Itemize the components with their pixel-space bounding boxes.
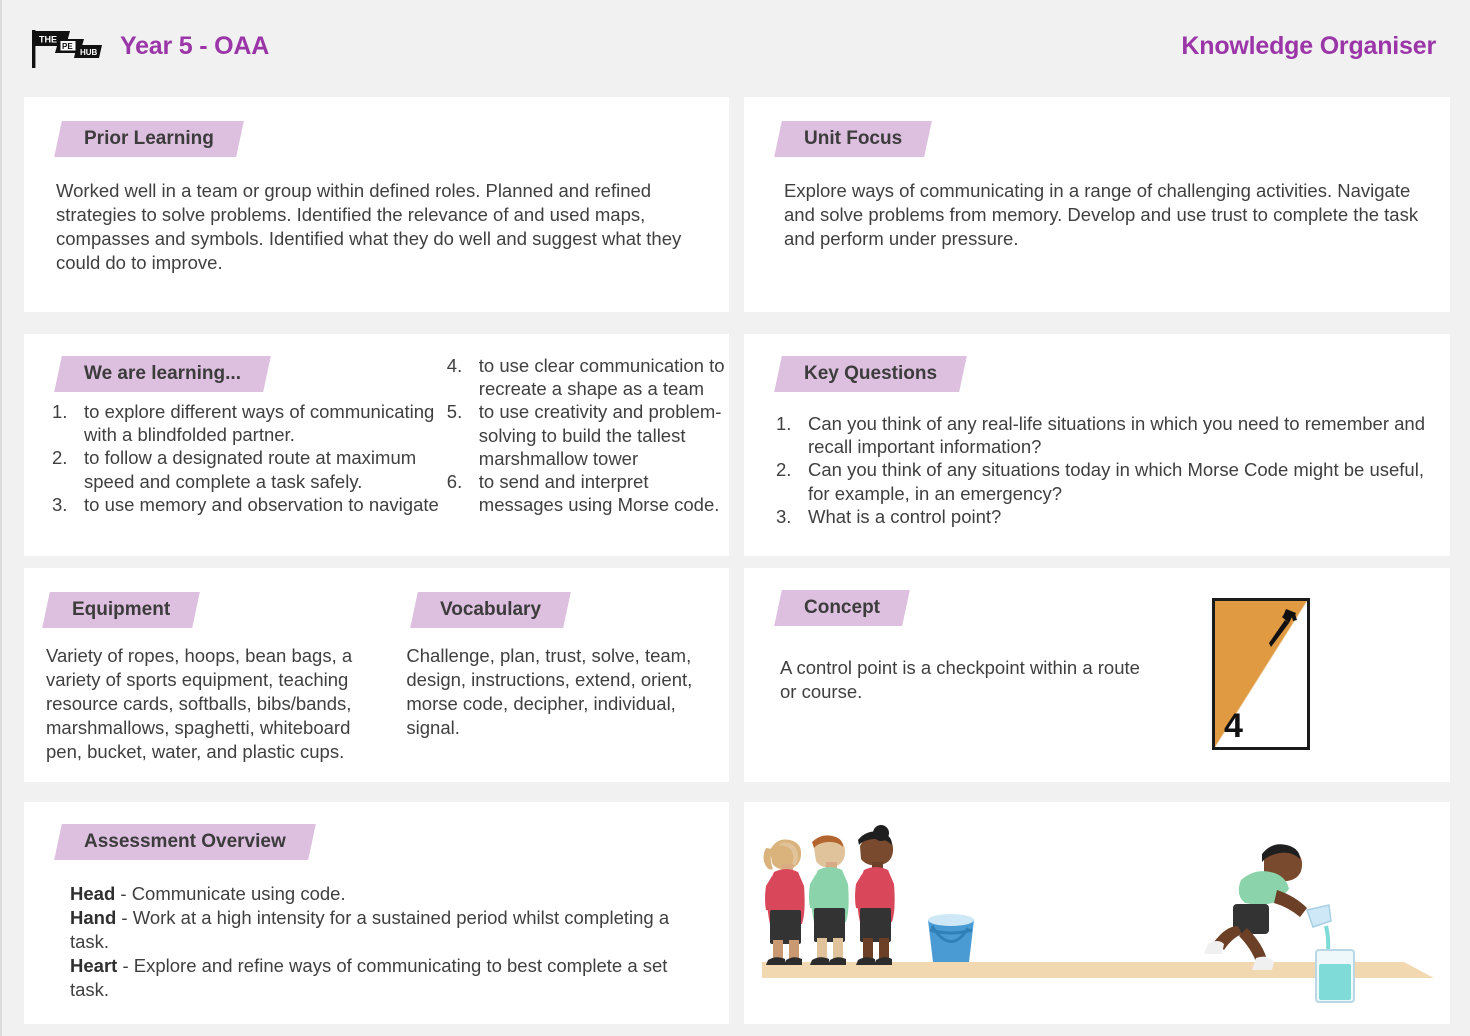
illustration-child-1 (764, 839, 805, 965)
list-item (443, 470, 729, 516)
prior-learning-banner (54, 121, 244, 157)
assessment-lines (24, 860, 729, 1002)
illustration-child-2 (809, 835, 849, 965)
learning-objectives-list-left (48, 400, 443, 516)
banner-row (24, 568, 729, 628)
page-header (2, 0, 1470, 96)
assessment-rest-heart: - Explore and refine ways of communicating to best complete a set task. (70, 955, 668, 1001)
page-title: Year 5 - OAA (120, 32, 270, 60)
equipment-heading: Equipment (72, 599, 171, 620)
document-type-title: Knowledge Organiser (1181, 32, 1436, 60)
panel-equipment-vocabulary (24, 568, 729, 782)
vocabulary-heading: Vocabulary (440, 599, 542, 620)
list-item (443, 400, 729, 470)
we-are-learning-heading: We are learning... (84, 363, 241, 384)
illustration-child-3 (855, 825, 895, 965)
key-questions-banner (774, 356, 967, 392)
panel-illustration (744, 802, 1450, 1024)
concept-heading: Concept (804, 597, 880, 618)
assessment-line-heart (70, 954, 699, 1002)
list-item (772, 412, 1426, 458)
key-question-1: Can you think of any real-life situations in which you need to remember and recall important information? (808, 413, 1426, 458)
illustration-child-pouring (1204, 844, 1354, 1002)
key-questions-list (744, 392, 1450, 528)
key-questions-heading: Key Questions (804, 363, 938, 384)
assessment-line-head (70, 882, 699, 906)
key-question-2: Can you think of any situations today in which Morse Code might be useful, for example, in an emergency? (808, 459, 1424, 504)
learning-objective-4: to use clear communication to recreate a shape as a team (478, 355, 725, 400)
assessment-overview-heading: Assessment Overview (84, 831, 286, 852)
we-are-learning-banner (54, 356, 271, 392)
learning-objective-5: to use creativity and problem-solving to build the tallest marshmallow tower (478, 401, 722, 469)
learning-objective-2: to follow a designated route at maximum speed and complete a task safely. (84, 447, 417, 492)
banner-wrapper (744, 334, 1450, 392)
key-question-3: What is a control point? (808, 505, 1002, 527)
prior-learning-body: Worked well in a team or group within defined roles. Planned and refined strategies to solve problems. Identified the relevance of and used maps, compasses and symbols. Identified what they do well and suggest what they could do to improve. (56, 180, 682, 274)
panel-assessment-overview (24, 802, 729, 1024)
unit-focus-banner (774, 121, 932, 157)
list-item (48, 493, 443, 516)
list-item (443, 354, 729, 400)
svg-text:THE: THE (39, 34, 57, 45)
assessment-rest-hand: - Work at a high intensity for a sustained period whilst completing a task. (70, 907, 670, 953)
panel-prior-learning (24, 97, 729, 312)
list-item (48, 400, 443, 446)
text-wrapper (744, 157, 1450, 251)
panel-we-are-learning (24, 334, 729, 556)
panel-concept (744, 568, 1450, 782)
assessment-lead-head: Head (70, 883, 116, 904)
control-point-marker-icon (1212, 598, 1310, 750)
illustration-bucket (928, 914, 974, 962)
assessment-lead-heart: Heart (70, 955, 118, 977)
the-pe-hub-logo-icon (26, 28, 104, 70)
learning-objective-3: to use memory and observation to navigate (84, 493, 439, 515)
banner-wrapper (24, 97, 729, 157)
list-item (772, 505, 1426, 528)
hammer-icon (1263, 607, 1301, 649)
learning-objective-1: to explore different ways of communicating with a blindfolded partner. (84, 401, 435, 446)
vocabulary-banner (410, 592, 571, 628)
banner-wrapper (744, 97, 1450, 157)
prior-learning-heading: Prior Learning (84, 128, 214, 149)
equipment-vocabulary-columns (24, 628, 729, 764)
equipment-banner-slot (46, 592, 386, 628)
unit-focus-body: Explore ways of communicating in a range of challenging activities. Navigate and solve problems from memory. Develop and use trust to complete the task and perform under pressure. (784, 180, 1419, 250)
vocabulary-banner-slot (414, 592, 567, 628)
svg-text:HUB: HUB (80, 48, 98, 57)
list-item (772, 458, 1426, 504)
list-item (48, 446, 443, 492)
learning-objectives-list-right (443, 354, 729, 516)
equipment-body: Variety of ropes, hoops, bean bags, a variety of sports equipment, teaching resource cards, softballs, bibs/bands, marshmallows, spaghetti, whiteboard pen, bucket, water, and plastic cups. (46, 645, 353, 763)
concept-banner (774, 590, 910, 626)
vocabulary-body: Challenge, plan, trust, solve, team, design, instructions, extend, orient, morse code, decipher, individual, signal. (406, 645, 693, 739)
banner-wrapper (744, 568, 1450, 626)
text-wrapper (24, 157, 729, 275)
learning-objective-6: to send and interpret messages using Morse code. (478, 471, 720, 516)
assessment-line-hand (70, 906, 699, 954)
concept-body: A control point is a checkpoint within a route or course. (780, 657, 1140, 703)
panel-unit-focus (744, 97, 1450, 312)
control-point-number: 4 (1224, 707, 1243, 745)
equipment-banner (42, 592, 200, 628)
unit-focus-heading: Unit Focus (804, 128, 903, 149)
banner-wrapper (24, 802, 729, 860)
svg-text:PE: PE (62, 42, 73, 51)
assessment-overview-banner (54, 824, 315, 860)
assessment-lead-hand: Hand (70, 907, 117, 929)
assessment-rest-head: - Communicate using code. (115, 883, 346, 904)
panel-key-questions (744, 334, 1450, 556)
oaa-activity-illustration (744, 802, 1450, 1024)
